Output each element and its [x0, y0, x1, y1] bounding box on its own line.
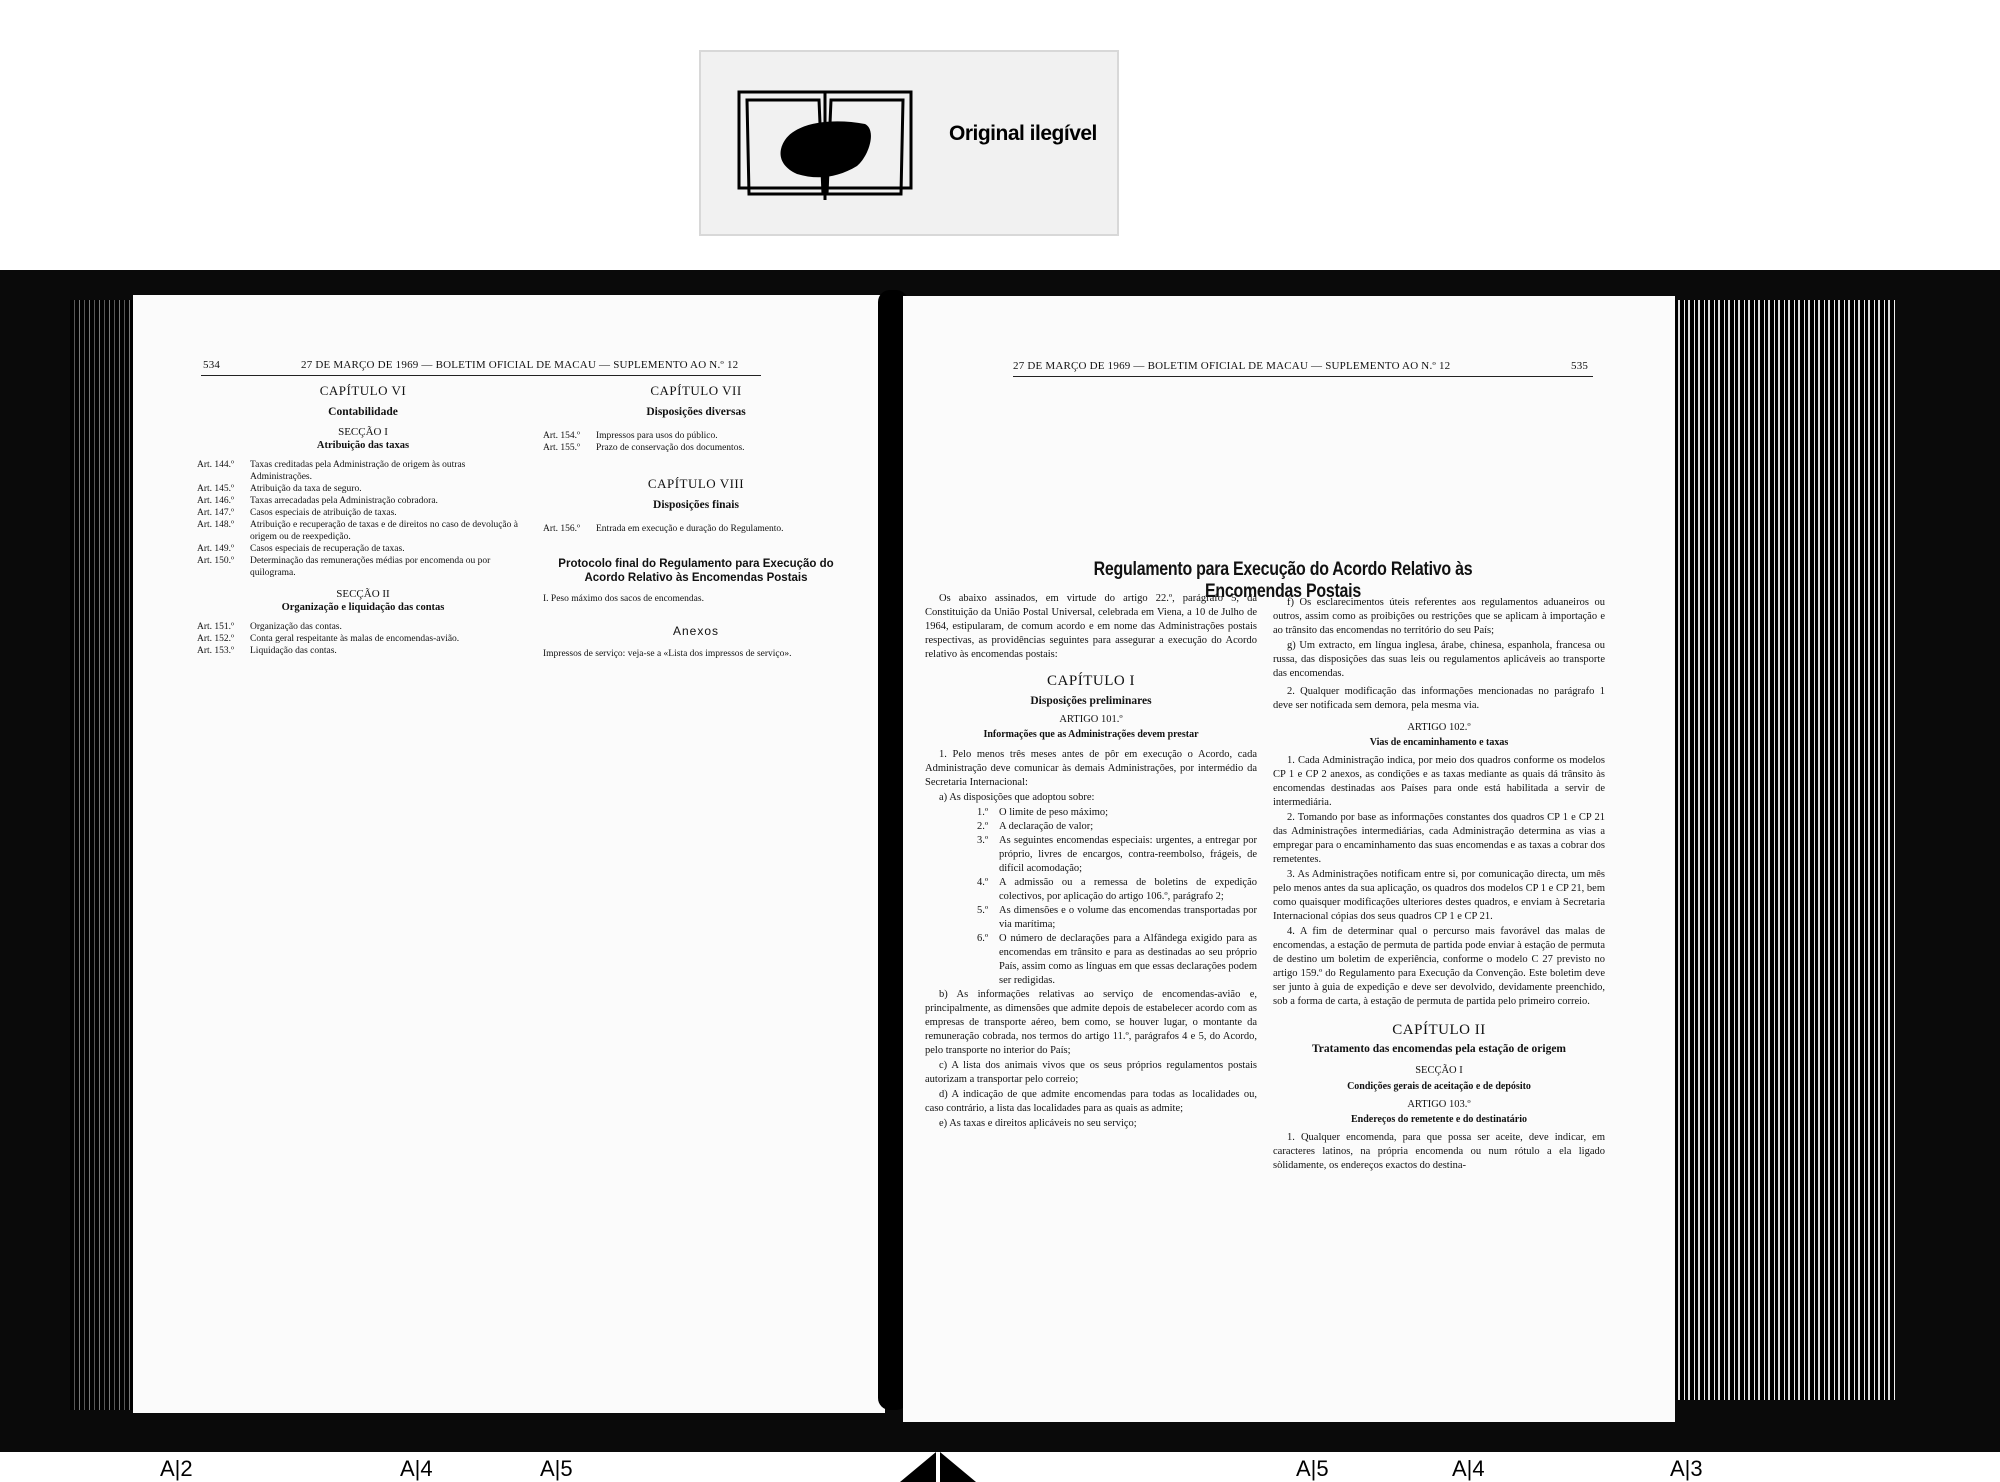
registration-mark: A|4 [1452, 1456, 1485, 1481]
right-column-1 [925, 592, 1257, 1132]
article-row: Art. 149.º Casos especiais de recuperação de taxas. [197, 544, 405, 554]
list-item-g: g) Um extracto, em língua inglesa, árabe, chinesa, espanhola, francesa ou russa, das disposições das suas leis ou regulamentos aplicáveis ao transporte das encomendas. [1273, 640, 1605, 679]
article-title: Informações que as Administrações devem prestar [983, 729, 1199, 740]
sub-item: 1.º O limite de peso máximo; [977, 807, 1109, 818]
article-row: Art. 154.º Impressos para usos do público. [543, 431, 718, 441]
article-title: Vias de encaminhamento e taxas [1369, 737, 1509, 748]
article-row: Art. 146.º Taxas arrecadadas pela Administração cobradora. [197, 496, 438, 506]
registration-mark: A|5 [1296, 1456, 1329, 1481]
list-item-f: f) Os esclarecimentos úteis referentes aos regulamentos aduaneiros ou outros, assim como as proibições ou restrições que se aplicam à importação e ao trânsito das encomendas no território do seu País; [1273, 597, 1605, 636]
intro-paragraph: Os abaixo assinados, em virtude do artigo 22.º, parágrafo 5, da Constituição da União Postal Universal, celebrada em Viena, a 10 de Julho de 1964, estipularam, de comum acordo e em nome das Administrações postais respectivas, as providências seguintes para assegurar a execução do Acordo relativo às encomendas postais: [925, 593, 1257, 660]
left-column-1 [197, 383, 529, 657]
paragraph: 2. Tomando por base as informações constantes dos quadros CP 1 e CP 21 das Administrações intermediárias, cada Administração determina as vias a empregar para o encaminhamento das suas encomendas e as taxas a cobrar dos remetentes. [1273, 812, 1605, 865]
sub-item: 3.º As seguintes encomendas especiais: urgentes, a entregar por próprio, livres de encargos, contra-reembolso, frágeis, de difícil acomodação; [977, 835, 1257, 874]
sub-item: 6.º O número de declarações para a Alfândega exigido para as encomendas em trânsito e para as destinadas ao seu próprio País, assim como as línguas em que essas declarações podem ser redigidas. [977, 933, 1257, 986]
chapter-title: Disposições finais [653, 499, 739, 511]
registration-mark: A|4 [400, 1456, 433, 1481]
list-item-d: d) A indicação de que admite encomendas para todas as localidades ou, caso contrário, a lista das localidades para as quais as admite; [925, 1089, 1257, 1114]
left-column-2 [543, 383, 849, 660]
paragraph: 1. Cada Administração indica, por meio dos quadros conforme os modelos CP 1 e CP 2 anexos, as condições e as taxas mediante as quais dá trânsito às encomendas destinadas aos Países para onde está habilitada a servir de intermediária. [1273, 755, 1605, 808]
book-edge-right [1675, 300, 1895, 1400]
section-heading: SECÇÃO II [336, 588, 390, 600]
protocol-item: I. Peso máximo dos sacos de encomendas. [543, 594, 704, 604]
chapter-heading: CAPÍTULO II [1392, 1022, 1486, 1038]
registration-mark: A|2 [160, 1456, 193, 1481]
registration-target-icon [900, 1452, 976, 1482]
article-title: Endereços do remetente e do destinatário [1351, 1114, 1527, 1125]
article-heading: ARTIGO 102.º [1407, 722, 1471, 733]
paragraph: 1. Pelo menos três meses antes de pôr em execução o Acordo, cada Administração deve comunicar às demais Administrações, por intermédio da Secretaria Internacional: [925, 749, 1257, 788]
chapter-heading: CAPÍTULO I [1047, 673, 1135, 689]
paragraph: 3. As Administrações notificam entre si, por comunicação directa, um mês pelo menos antes da sua aplicação, os quadros dos modelos CP 1 e CP 21, bem como quaisquer modificações ulteriores destes quadros, e enviam à Secretaria Internacional cópias dos seus quadros CP 1 e CP 21. [1273, 869, 1605, 922]
paragraph: 2. Qualquer modificação das informações mencionadas no parágrafo 1 deve ser notificada sem demora, pela mesma via. [1273, 686, 1605, 711]
article-row: Art. 152.º Conta geral respeitante às malas de encomendas-avião. [197, 634, 460, 644]
list-item-a: a) As disposições que adoptou sobre: [939, 792, 1095, 803]
right-page [903, 296, 1675, 1422]
sub-item: 5.º As dimensões e o volume das encomendas transportadas por via marítima; [977, 905, 1257, 930]
list-item-e: e) As taxas e direitos aplicáveis no seu serviço; [939, 1118, 1137, 1129]
sub-item: 4.º A admissão ou a remessa de boletins de expedição colectivos, por aplicação do artigo 106.º, parágrafo 2; [977, 877, 1257, 902]
section-title: Organização e liquidação das contas [281, 602, 445, 613]
section-heading: SECÇÃO I [338, 426, 388, 438]
right-header-rule [1013, 376, 1593, 377]
list-item-b: b) As informações relativas ao serviço de encomendas-avião e, principalmente, as dimensões que admite depois de estabelecer acordo com as empresas de transporte aéreo, bem como, se houver lugar, o montante da remuneração cobrada, nos termos do artigo 11.º, parágrafos 4 e 5, do Acordo, pelo transporte no interior do País; [925, 989, 1257, 1056]
article-list [543, 430, 849, 454]
regulation-title: Regulamento para Execução do Acordo Relativo às Encomendas Postais [1093, 559, 1473, 602]
article-list [543, 523, 849, 535]
annexes-text: Impressos de serviço: veja-se a «Lista dos impressos de serviço». [543, 648, 792, 659]
paragraph: 1. Qualquer encomenda, para que possa ser aceite, deve indicar, em caracteres latinos, na própria encomenda ou num rótulo a ela ligado sòlidamente, os endereços exactos do destina- [1273, 1132, 1605, 1171]
left-page [133, 295, 885, 1413]
article-heading: ARTIGO 101.º [1059, 714, 1123, 725]
article-row: Art. 144.º Taxas creditadas pela Administração de origem às outras Administrações. [197, 460, 466, 482]
section-title: Condições gerais de aceitação e de depósito [1347, 1081, 1531, 1092]
article-row: Art. 153.º Liquidação das contas. [197, 646, 337, 656]
right-column-2 [1273, 596, 1605, 1174]
chapter-heading: CAPÍTULO VIII [647, 476, 745, 491]
left-page-header: 27 DE MARÇO DE 1969 — BOLETIM OFICIAL DE MACAU — SUPLEMENTO AO N.º 12 [301, 359, 739, 371]
chapter-heading: CAPÍTULO VI [319, 383, 407, 398]
paragraph: 4. A fim de determinar qual o percurso mais favorável das malas de encomendas, a estação de permuta de partida pode enviar à estação de permuta de destino um boletim de experiência, conforme o modelo C 27 previsto no artigo 159.º do Regulamento para Execução da Convenção. Este boletim deve ser junto à guia de expedição e deve ser devolvido, devidamente preenchido, sob a forma de carta, à estação de permuta de partida pelo primeiro correio. [1273, 926, 1605, 1007]
list-item-c: c) A lista dos animais vivos que os seus próprios regulamentos postais autorizam a transportar pelo correio; [925, 1060, 1257, 1085]
article-row: Art. 148.º Atribuição e recuperação de taxas e de direitos no caso de devolução à origem ou de reexpedição. [197, 520, 518, 542]
article-row: Art. 155.º Prazo de conservação dos documentos. [543, 443, 745, 453]
sub-item-list [925, 806, 1257, 988]
article-row: Art. 151.º Organização das contas. [197, 622, 342, 632]
illegible-notice-card [699, 50, 1119, 236]
illegible-notice-text: Original ilegível [949, 122, 1097, 145]
annexes-title: Anexos [672, 623, 720, 638]
chapter-heading: CAPÍTULO VII [650, 383, 742, 398]
open-book-icon [737, 82, 913, 204]
registration-mark: A|5 [540, 1456, 573, 1481]
protocol-title: Protocolo final do Regulamento para Execução do Acordo Relativo às Encomendas Postais [558, 558, 834, 584]
article-row: Art. 150.º Determinação das remunerações médias por encomenda ou por quilograma. [197, 556, 491, 578]
article-row: Art. 156.º Entrada em execução e duração do Regulamento. [543, 524, 784, 534]
book-edge-left [70, 300, 134, 1410]
section-title: Atribuição das taxas [316, 440, 410, 451]
left-page-number: 534 [203, 359, 221, 371]
chapter-title: Disposições preliminares [1030, 695, 1152, 707]
article-row: Art. 145.º Atribuição da taxa de seguro. [197, 484, 362, 494]
sub-item: 2.º A declaração de valor; [977, 821, 1094, 832]
article-list [197, 459, 529, 579]
left-header-rule [201, 375, 761, 376]
article-heading: ARTIGO 103.º [1407, 1099, 1471, 1110]
chapter-title: Disposições diversas [646, 406, 746, 418]
chapter-title: Tratamento das encomendas pela estação de origem [1311, 1043, 1567, 1055]
article-row: Art. 147.º Casos especiais de atribuição de taxas. [197, 508, 397, 518]
right-page-header: 27 DE MARÇO DE 1969 — BOLETIM OFICIAL DE MACAU — SUPLEMENTO AO N.º 12 [1013, 360, 1451, 372]
chapter-title: Contabilidade [328, 406, 398, 418]
article-list [197, 621, 529, 657]
section-heading: SECÇÃO I [1415, 1065, 1463, 1076]
registration-mark: A|3 [1670, 1456, 1703, 1481]
right-page-number: 535 [1571, 360, 1589, 372]
